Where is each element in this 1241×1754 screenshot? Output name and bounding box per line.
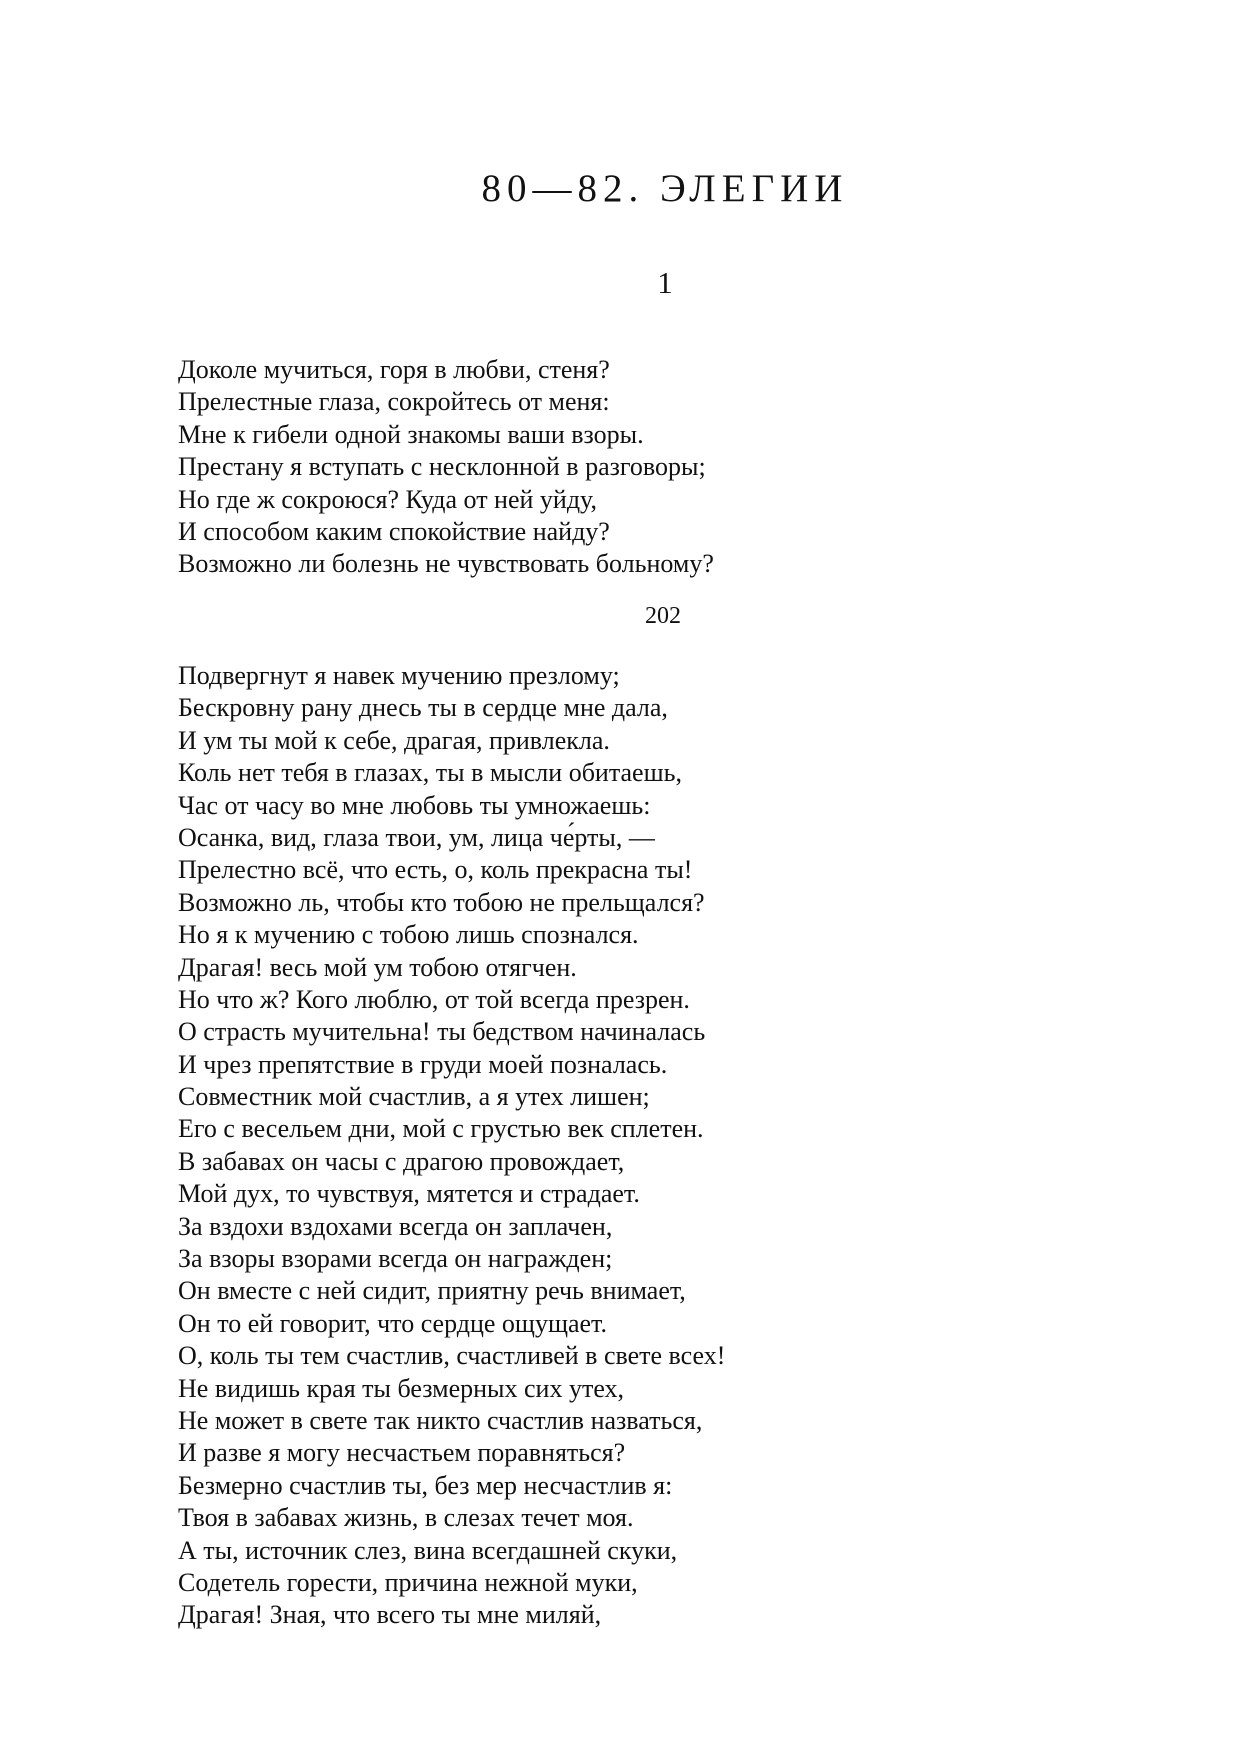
poem-line: А ты, источник слез, вина всегдашней скуки,: [178, 1535, 678, 1565]
poem-line: Подвергнут я навек мучению презлому;: [178, 661, 620, 690]
poem-line: Осанка, вид, глаза твои, ум, лица че́рты, —: [178, 822, 655, 852]
poem-line: Но что ж? Кого люблю, от той всегда презрен.: [178, 984, 690, 1014]
poem-line: Мой дух, то чувствуя, мятется и страдает.: [178, 1179, 640, 1209]
poem-line: За взоры взорами всегда он награжден;: [178, 1244, 613, 1274]
poem-line: Драгая! Зная, что всего ты мне миляй,: [178, 1600, 602, 1630]
poem-line: Безмерно счастлив ты, без мер несчастлив я:: [178, 1470, 673, 1500]
poem-number: 1: [657, 265, 673, 300]
poem-line: За вздохи вздохами всегда он заплачен,: [178, 1211, 613, 1241]
poem-line: Он вместе с ней сидит, приятну речь внимает,: [178, 1276, 686, 1306]
page-number-marker: 202: [645, 603, 681, 629]
poem-stanza-2: [178, 660, 725, 1632]
poem-line: И ум ты мой к себе, драгая, привлекла.: [178, 725, 610, 755]
section-title: 80—82. ЭЛЕГИИ: [481, 167, 849, 210]
poem-line: Прелестно всё, что есть, о, коль прекрасна ты!: [178, 855, 693, 885]
poem-line: Не видишь края ты безмерных сих утех,: [178, 1373, 625, 1403]
poem-line: Возможно ли болезнь не чувствовать больному?: [178, 549, 714, 579]
poem-line: Прелестные глаза, сокройтесь от меня:: [178, 387, 610, 417]
poem-line: В забавах он часы с драгою провождает,: [178, 1146, 625, 1176]
poem-line: Престану я вступать с несклонной в разговоры;: [178, 452, 706, 482]
poem-line: И чрез препятствие в груди моей позналась.: [178, 1049, 668, 1079]
poem-line: Твоя в забавах жизнь, в слезах течет моя.: [178, 1503, 634, 1533]
poem-line: Но я к мучению с тобою лишь спознался.: [178, 920, 639, 950]
poem-line: И разве я могу несчастьем поравняться?: [178, 1438, 626, 1468]
poem-line: Мне к гибели одной знакомы ваши взоры.: [178, 419, 644, 449]
poem-line: Но где ж сокроюся? Куда от ней уйду,: [178, 484, 597, 514]
poem-line: О, коль ты тем счастлив, счастливей в свете всех!: [178, 1341, 726, 1371]
poem-line: Доколе мучиться, горя в любви, стеня?: [178, 355, 610, 384]
poem-stanza-1: [178, 354, 714, 581]
poem-line: Совместник мой счастлив, а я утех лишен;: [178, 1082, 650, 1112]
poem-line: О страсть мучительна! ты бедством начиналась: [178, 1017, 706, 1047]
poem-line: И способом каким спокойствие найду?: [178, 516, 610, 546]
poem-line: Не может в свете так никто счастлив назваться,: [178, 1405, 703, 1435]
poem-line: Возможно ль, чтобы кто тобою не прельщался?: [178, 887, 705, 917]
poem-line: Его с весельем дни, мой с грустью век сплетен.: [178, 1114, 704, 1144]
poem-line: Коль нет тебя в глазах, ты в мысли обитаешь,: [178, 758, 682, 788]
poem-line: Он то ей говорит, что сердце ощущает.: [178, 1308, 607, 1338]
poem-line: Драгая! весь мой ум тобою отягчен.: [178, 952, 577, 982]
poem-line: Час от часу во мне любовь ты умножаешь:: [178, 790, 651, 820]
poem-line: Бескровну рану днесь ты в сердце мне дала,: [178, 693, 668, 723]
poem-line: Содетель горести, причина нежной муки,: [178, 1567, 638, 1597]
